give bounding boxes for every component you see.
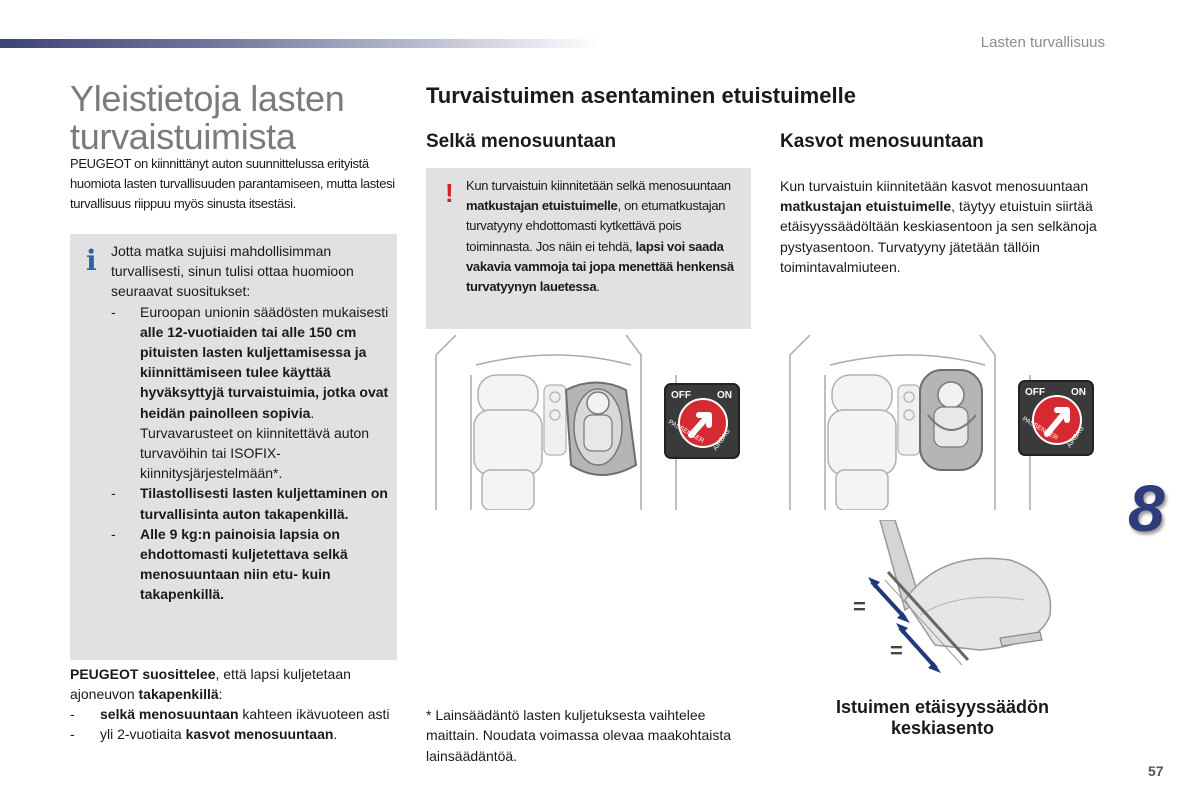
- airbag-off-label: OFF: [671, 390, 691, 401]
- airbag-on-label: ON: [1071, 387, 1086, 398]
- center-console: [898, 385, 920, 455]
- equal-sign-top: =: [853, 594, 866, 619]
- bullet-dash: -: [111, 485, 116, 502]
- bullet-dash: -: [70, 726, 75, 742]
- driver-seat: [828, 375, 896, 510]
- airbag-passenger-label: PASSENGER: [667, 418, 706, 445]
- warning-text-part: , on etumatkustajan turvatyyny ehdottomasti kytkettävä pois toiminnasta. Jos näin ei tehdä,: [466, 198, 726, 254]
- forward-facing-heading: Kasvot menosuuntaan: [780, 131, 984, 152]
- recommend-text: , että lapsi kuljetetaan ajoneuvon: [70, 666, 351, 702]
- airbag-airbag-label: AIRBAG: [1065, 425, 1086, 450]
- forward-text-part: , täytyy etuistuin siirtää etäisyyssäädöltään keskiasentoon ja sen selkänoja pystyasentoon. Turvatyyny jätetään tällöin toimintavalmiuteen.: [780, 198, 1097, 275]
- info-text: [111, 241, 391, 605]
- bullet-bold: Alle 9 kg:n painoisia lapsia on ehdottomasti kuljetettava selkä menosuuntaan niin etu- kuin takapenkillä.: [140, 525, 348, 603]
- airbag-off-label: OFF: [1025, 387, 1045, 398]
- page-title: [70, 80, 344, 156]
- forward-bold: matkustajan etuistuimelle: [780, 198, 952, 215]
- info-bullet: [111, 483, 391, 523]
- airbag-off-panel: [664, 383, 740, 459]
- bullet-bold: Tilastollisesti lasten kuljettaminen on turvallisinta auton takapenkillä.: [140, 485, 388, 522]
- diagram-caption: Istuimen etäisyyssäädön keskiasento: [835, 697, 1050, 738]
- recommend-text: kahteen ikävuoteen asti: [238, 706, 390, 722]
- page-title-line1: Yleistietoja lasten: [70, 78, 345, 119]
- info-bullet: [111, 302, 391, 484]
- header-gradient-bar: [0, 39, 600, 48]
- child-seat-forward-facing: [920, 370, 982, 470]
- airbag-on-panel: [1018, 380, 1094, 456]
- footnote: * Lainsäädäntö lasten kuljetuksesta vaihtelee maittain. Noudata voimassa olevaa maakohtaista lainsäädäntöä.: [426, 707, 732, 764]
- info-icon: i: [86, 244, 97, 277]
- recommend-bold: selkä menosuuntaan: [100, 706, 239, 722]
- bullet-dash: -: [111, 525, 116, 542]
- seat-position-diagram: [850, 520, 1060, 680]
- bullet-text: . Turvavarusteet on kiinnitettävä auton turvavöihin tai ISOFIX-kiinnitysjärjestelmään*.: [140, 404, 370, 482]
- recommendation: [70, 664, 400, 744]
- recommendation-item: [70, 704, 400, 724]
- info-lead: Jotta matka sujuisi mahdollisimman turvallisesti, sinun tulisi ottaa huomioon seuraavat suositukset:: [111, 243, 354, 300]
- warning-text-part: Kun turvaistuin kiinnitetään selkä menosuuntaan: [466, 178, 731, 193]
- page-number: 57: [1148, 763, 1164, 779]
- warning-text-part: .: [596, 279, 600, 295]
- bullet-dash: -: [111, 303, 116, 320]
- recommendation-lead: [70, 664, 400, 704]
- warning-icon: !: [445, 178, 454, 208]
- main-heading: Turvaistuimen asentaminen etuistuimelle: [426, 83, 856, 108]
- bullet-text: Euroopan unionin säädösten mukaisesti: [140, 303, 389, 320]
- equal-sign-bottom: =: [890, 638, 903, 663]
- bullet-dash: -: [70, 706, 75, 722]
- rear-facing-heading: Selkä menosuuntaan: [426, 131, 617, 152]
- recommendation-item: [70, 724, 400, 744]
- warning-text: [466, 176, 746, 297]
- recommend-bold: PEUGEOT suosittelee: [70, 666, 216, 682]
- airbag-airbag-label: AIRBAG: [711, 428, 732, 453]
- airbag-on-label: ON: [717, 390, 732, 401]
- recommend-text: .: [333, 726, 338, 742]
- recommend-text: :: [218, 686, 223, 702]
- warning-bold: lapsi voi saada vakavia vammoja tai jopa menettää henkensä turvatyynyn lauetessa: [466, 238, 734, 295]
- driver-seat: [474, 375, 542, 510]
- page-title-line2: turvaistuimista: [70, 116, 296, 157]
- recommend-bold: kasvot menosuuntaan: [185, 726, 334, 742]
- seat-illustration: [880, 520, 1051, 650]
- section-title: Lasten turvallisuus: [980, 34, 1105, 51]
- intro-paragraph: PEUGEOT on kiinnittänyt auton suunnittelussa erityistä huomiota lasten turvallisuuden parantamiseen, mutta lastesi turvallisuus riippuu myös sinusta itsestäsi.: [70, 156, 395, 211]
- forward-text-part: Kun turvaistuin kiinnitetään kasvot menosuuntaan: [780, 178, 1089, 194]
- center-console: [544, 385, 566, 455]
- bullet-bold: alle 12-vuotiaiden tai alle 150 cm pituisten lasten kuljettamisessa ja kiinnittämiseen tulee käyttää hyväksyttyjä turvaistuimia, jotka ovat heidän painolleen sopivia: [140, 323, 389, 421]
- chapter-number: 8: [1128, 471, 1165, 545]
- info-bullet: [111, 524, 391, 605]
- airbag-passenger-label: PASSENGER: [1021, 415, 1060, 442]
- recommend-bold: takapenkillä: [138, 686, 219, 702]
- recommend-text: yli 2-vuotiaita: [100, 726, 186, 742]
- warning-bold: matkustajan etuistuimelle: [466, 198, 618, 214]
- child-seat-rear-facing: [566, 383, 636, 476]
- forward-facing-text: [780, 176, 1110, 277]
